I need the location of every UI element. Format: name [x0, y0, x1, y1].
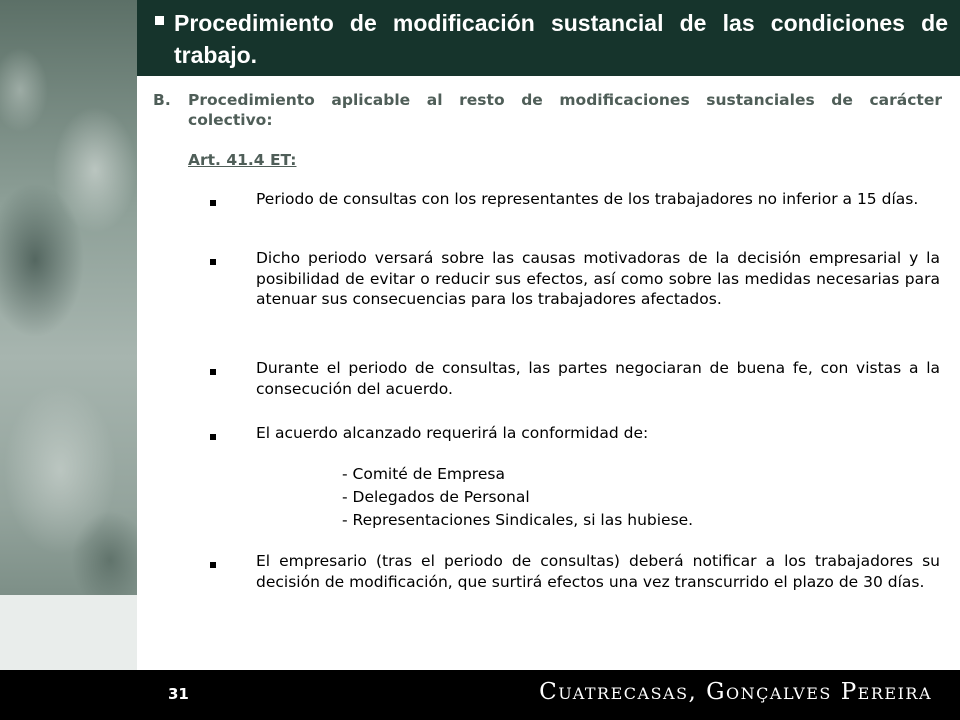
section-title: Procedimiento aplicable al resto de modificaciones sustanciales de carácter colectivo:: [188, 91, 942, 129]
company-logo: Cuatrecasas, Gonçalves Pereira: [539, 679, 932, 705]
square-bullet-icon: [210, 434, 216, 440]
slide-body: [150, 76, 960, 670]
list-item: Dicho periodo versará sobre las causas motivadoras de la decisión empresarial y la posibilidad de evitar o reducir sus efectos, así como sobre las medidas necesarias para atenuar sus consecuencias para los trabajadores afectados.: [256, 249, 940, 308]
sub-list-item: - Delegados de Personal: [342, 488, 530, 506]
section-label: B.: [153, 91, 171, 109]
square-bullet-icon: [210, 369, 216, 375]
decorative-photo: [0, 0, 137, 595]
sub-list-item: - Representaciones Sindicales, si las hubiese.: [342, 511, 694, 529]
sub-list-item: - Comité de Empresa: [342, 465, 505, 483]
slide-header: [137, 0, 960, 76]
list-item: Periodo de consultas con los representantes de los trabajadores no inferior a 15 días.: [256, 190, 919, 208]
square-bullet-icon: [210, 562, 216, 568]
list-item: El empresario (tras el periodo de consultas) deberá notificar a los trabajadores su decisión de modificación, que surtirá efectos una vez transcurrido el plazo de 30 días.: [256, 552, 940, 591]
square-bullet-icon: [210, 200, 216, 206]
article-reference: Art. 41.4 ET:: [188, 151, 297, 169]
list-item: El acuerdo alcanzado requerirá la conformidad de:: [256, 424, 649, 442]
square-bullet-icon: [210, 259, 216, 265]
square-bullet-icon: [155, 16, 164, 25]
page-number: 31: [168, 685, 189, 703]
photo-panel-base: [0, 595, 137, 670]
list-item: Durante el periodo de consultas, las partes negociaran de buena fe, con vistas a la consecución del acuerdo.: [256, 359, 940, 398]
slide-title: Procedimiento de modificación sustancial de las condiciones de trabajo.: [174, 10, 948, 68]
content-margin: [137, 76, 150, 670]
slide-footer: [0, 670, 960, 720]
